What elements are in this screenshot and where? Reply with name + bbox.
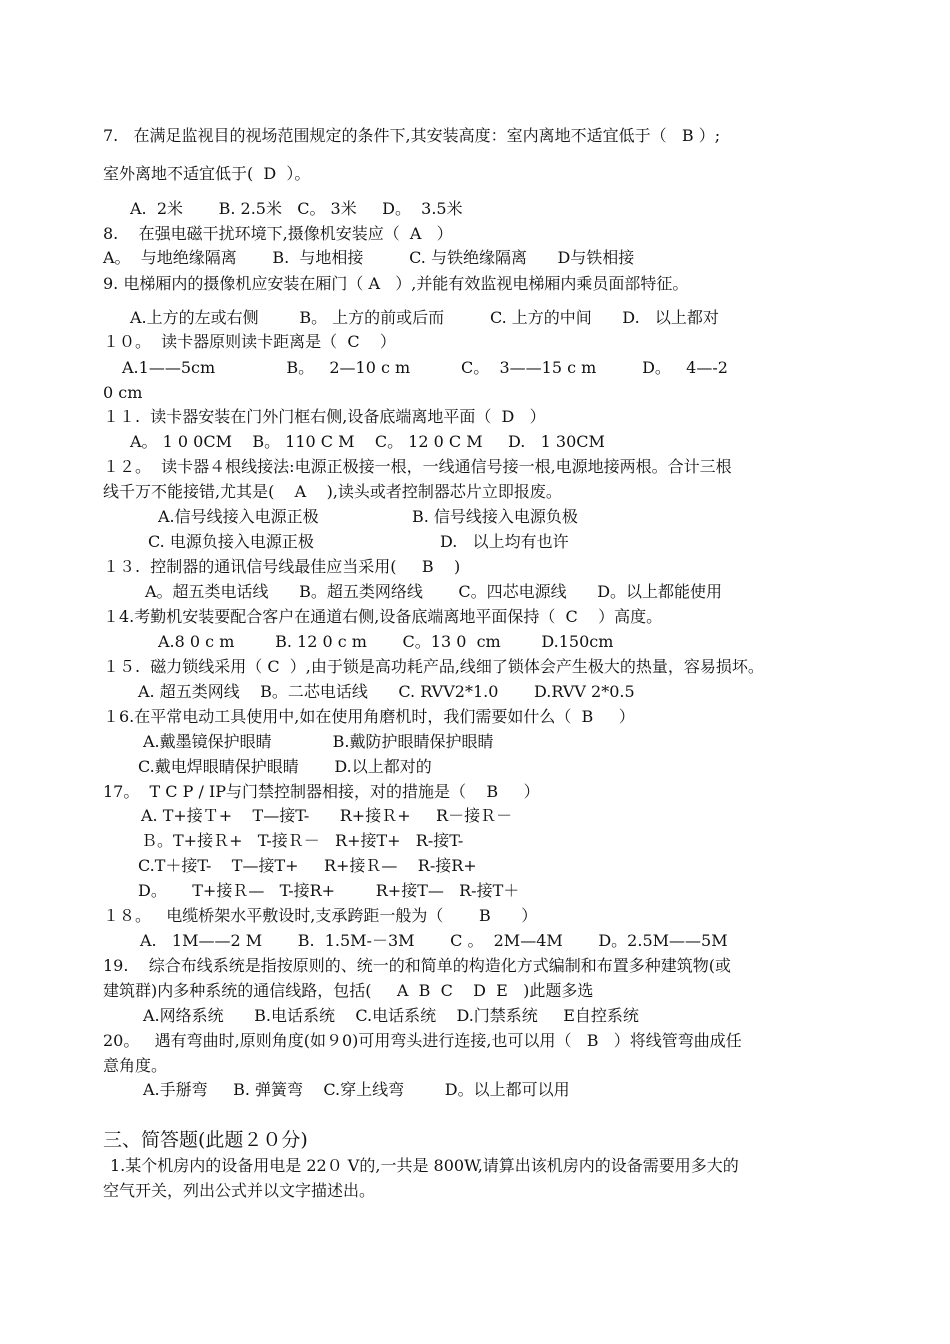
q12-option-c: C. 电源负接入电源正极: [148, 532, 314, 551]
q15-options: A. 超五类网线 B。二芯电话线 C. RVV2*1.0 D.RVV 2*0.5: [138, 682, 635, 701]
q11-stem: １１. 读卡器安装在门外门框右侧,设备底端离地平面（ D ）: [103, 407, 546, 426]
q20-line2: 意角度。: [103, 1056, 168, 1075]
q18-options: A. 1M——2 M B. 1.5M-－3M C 。 2M—4M D。2.5M——5M: [140, 931, 728, 950]
q12-option-d: D. 以上均有也许: [440, 532, 569, 551]
q8-stem: 8. 在强电磁干扰环境下,摄像机安装应（ A ）: [103, 224, 453, 243]
q20-options: A.手掰弯 B. 弹簧弯 C.穿上线弯 D。以上都可以用: [143, 1080, 570, 1099]
q13-options: A。超五类电话线 B。超五类网络线 C。四芯电源线 D。以上都能使用: [145, 582, 723, 601]
q7-line1: 7. 在满足监视目的视场范围规定的条件下,其安装高度：室内离地不适宜低于（ B ）;: [103, 126, 721, 145]
q8-options: A。 与地绝缘隔离 B. 与地相接 C. 与铁绝缘隔离 D与铁相接: [103, 248, 635, 267]
q7-line2: 室外离地不适宜低于( D ）。: [103, 164, 311, 183]
q12-line1: １２。 读卡器４根线接法:电源正极接一根，一线通信号接一根,电源地接两根。合计三根: [103, 457, 732, 476]
q17-option-b: Ｂ。T+接Ｒ+ T-接Ｒ－ R+接T+ R-接T-: [141, 831, 464, 850]
q19-line2: 建筑群)内多种系统的通信线路，包括( A B C D E )此题多选: [103, 981, 594, 1000]
q17-option-d: D。 T+接Ｒ— T-接R+ R+接T— R-接T＋: [138, 881, 520, 900]
q14-stem: １4.考勤机安装要配合客户在通道右侧,设备底端离地平面保持（ C ）高度。: [103, 607, 663, 626]
q10-options-1: A.1——5cm B。 2—10 c m C。 3——15 c m D。 4—-2: [122, 358, 728, 377]
q17-option-c: C.T＋接T- T—接T+ R+接Ｒ— R-接R+: [138, 856, 477, 875]
q12-option-b: B. 信号线接入电源负极: [412, 507, 578, 526]
q9-options: A.上方的左或右侧 B。 上方的前或后而 C. 上方的中间 D. 以上都对: [130, 308, 719, 327]
section-3-q1-line2: 空气开关，列出公式并以文字描述出。: [103, 1181, 376, 1200]
q13-stem: １３. 控制器的通讯信号线最佳应当采用( B ): [103, 557, 461, 576]
q7-options: A. 2米 B. 2.5米 C。 3米 D。 3.5米: [130, 199, 463, 218]
section-3-q1-line1: 1.某个机房内的设备用电是 22０ V的,一共是 800W,请算出该机房内的设备需要用多大的: [110, 1156, 739, 1175]
q12-option-a: A.信号线接入电源正极: [158, 507, 319, 526]
q14-options: A.8 0 c m B. 12 0 c m C。13 0 cm D.150cm: [158, 632, 614, 651]
q12-line2: 线千万不能接错,尤其是( A ),读头或者控制器芯片立即报废。: [103, 482, 562, 501]
q18-stem: １８。 电缆桥架水平敷设时,支承跨距一般为（ B ）: [103, 906, 538, 925]
q9-stem: 9. 电梯厢内的摄像机应安装在厢门（ A ）,并能有效监视电梯厢内乘员面部特征。: [103, 274, 689, 293]
section-3-heading: 三、简答题(此题２０分): [103, 1129, 308, 1151]
q19-line1: 19. 综合布线系统是指按原则的、统一的和简单的构造化方式编制和布置多种建筑物(或: [103, 956, 732, 975]
q10-stem: １０。 读卡器原则读卡距离是（ C ）: [103, 332, 396, 351]
q15-stem: １５. 磁力锁线采用（ C ）,由于锁是高功耗产品,线细了锁体会产生极大的热量，容易损坏。: [103, 657, 764, 676]
q16-options-cd: C.戴电焊眼睛保护眼睛 D.以上都对的: [138, 757, 432, 776]
q20-line1: 20。 遇有弯曲时,原则角度(如９0)可用弯头进行连接,也可以用（ B ）将线管弯曲成任: [103, 1031, 742, 1050]
q19-options: A.网络系统 B.电话系统 C.电话系统 D.门禁系统 E自控系统: [143, 1006, 639, 1025]
q11-options: A。 1 0 0CM B。 110 C M C。 12 0 C M D. 1 30CM: [130, 432, 605, 451]
q16-stem: １6.在平常电动工具使用中,如在使用角磨机时，我们需要如什么（ B ）: [103, 707, 635, 726]
q10-options-2: 0 cm: [103, 383, 143, 402]
q17-stem: 17。 T C P / IP与门禁控制器相接，对的措施是（ B ）: [103, 782, 540, 801]
q16-options-ab: A.戴墨镜保护眼睛 B.戴防护眼睛保护眼睛: [143, 732, 494, 751]
q17-option-a: A. T+接Ｔ+ T—接T- R+接Ｒ+ R－接Ｒ－: [141, 806, 513, 825]
